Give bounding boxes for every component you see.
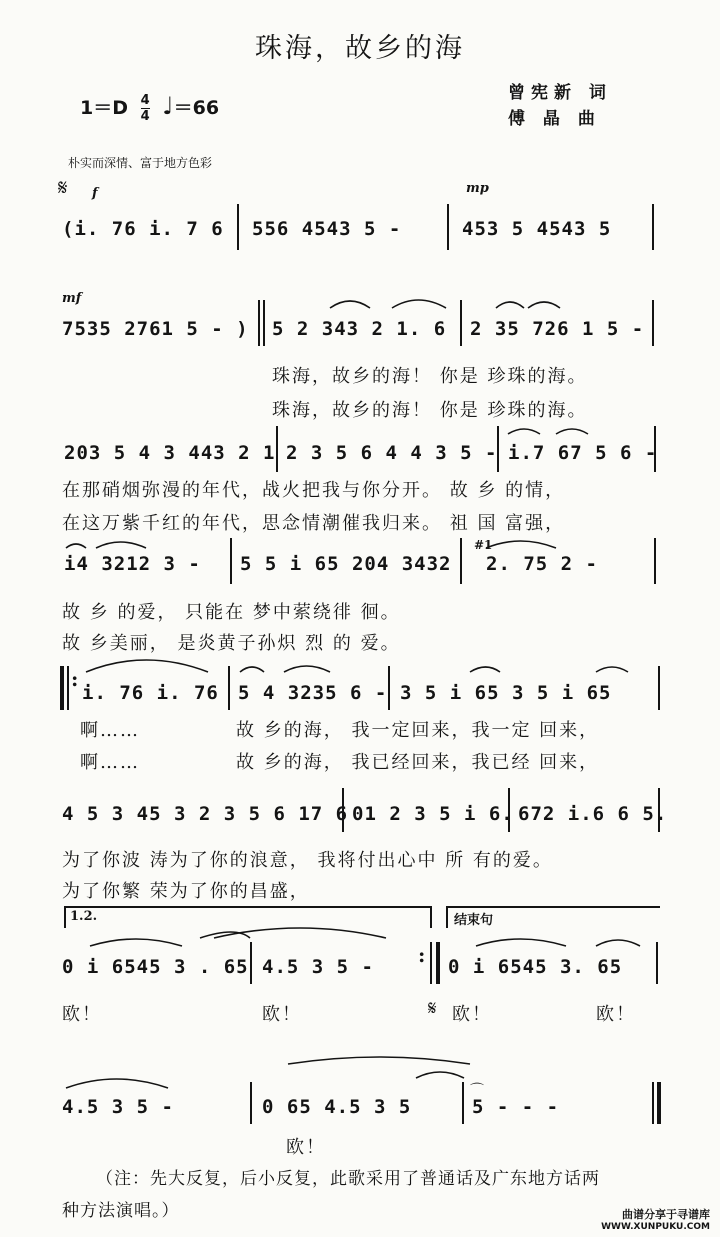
slur-arc [528, 302, 560, 308]
dynamic-f: f [92, 186, 98, 201]
s4-measure-1: i4 3212 3 - [64, 553, 201, 575]
s7-measure-3: 0 i 6545 3. 65 [448, 956, 623, 978]
s6-lyric-2: 为了你繁 荣为了你的昌盛， [62, 881, 310, 902]
key-label: 1＝D [80, 97, 128, 119]
s5-measure-3: 3 5 i 65 3 5 i 65 [400, 682, 612, 704]
repeat-dots-icon: : [71, 667, 79, 691]
segno-icon: 𝄋 [58, 176, 68, 201]
slur-arc [66, 1079, 168, 1088]
repeat-end-dots-icon: : [418, 943, 426, 967]
s7-measure-1: 0 i 6545 3 . 65 [62, 956, 249, 978]
s7-lyric-4: 欧！ [596, 1004, 636, 1025]
tempo-value: ＝66 [173, 97, 220, 119]
s5-lyric-1a: 啊…… [80, 720, 140, 741]
slur-arc [240, 667, 264, 672]
slur-arc [288, 1057, 470, 1064]
s4-measure-2: 5 5 i 65 204 3432 [240, 553, 452, 575]
s8-lyric-1: 欧！ [286, 1137, 326, 1158]
s5-measure-2: 5 4 3235 6 - [238, 682, 388, 704]
s6-lyric-1: 为了你波 涛为了你的浪意， 我将付出心中 所 有的爱。 [62, 850, 553, 871]
s7-lyric-1: 欧！ [62, 1004, 102, 1025]
slur-arc [508, 429, 540, 434]
slur-arc [470, 667, 500, 672]
s7-lyric-3: 欧！ [452, 1004, 492, 1025]
expression-mark: 朴实而深情、富于地方色彩 [68, 156, 213, 170]
time-denominator: 4 [140, 109, 150, 124]
fermata-icon: ⌒ [470, 1083, 484, 1099]
s7-measure-2: 4.5 3 5 - [262, 956, 374, 978]
slur-arc [486, 541, 556, 548]
slur-arc [330, 301, 370, 308]
s3-measure-1: 203 5 4 3 443 2 1 [64, 442, 276, 464]
slur-arc [392, 300, 446, 308]
footnote-line-1: （注：先大反复，后小反复，此歌采用了普通话及广东地方话两 [96, 1169, 600, 1189]
s8-measure-2: 0 65 4.5 3 5 [262, 1096, 412, 1118]
s3-lyric-1: 在那硝烟弥漫的年代，战火把我与你分开。 故 乡 的情， [62, 480, 566, 501]
s2-lyric-2: 珠海，故乡的海！ 你是 珍珠的海。 [272, 400, 588, 421]
slur-arc [556, 429, 588, 434]
s2-measure-3: 2 35 726 1 5 - [470, 318, 645, 340]
fermata-icon: #1 [474, 538, 493, 552]
s3-lyric-2: 在这万紫千红的年代，思念情潮催我归来。 祖 国 富强， [62, 513, 566, 534]
time-numerator: 4 [140, 93, 150, 108]
s7-lyric-2: 欧！ [262, 1004, 302, 1025]
s8-measure-3: 5 - - - [472, 1096, 560, 1118]
slur-arc [476, 939, 566, 946]
s2-lyric-1: 珠海，故乡的海！ 你是 珍珠的海。 [272, 366, 588, 387]
s4-lyric-2: 故 乡美丽， 是炎黄子孙炽 烈 的 爱。 [62, 633, 401, 654]
s3-measure-3: i.7 67 5 6 - [508, 442, 658, 464]
slur-arc [96, 542, 146, 548]
watermark-url: WWW.XUNPUKU.COM [601, 1222, 710, 1232]
s3-measure-2: 2 3 5 6 4 4 3 5 - [286, 442, 498, 464]
s1-measure-3: 453 5 4543 5 [462, 218, 612, 240]
s2-measure-1: 7535 2761 5 - ) [62, 318, 249, 340]
s5-lyric-1b: 故 乡的海， 我一定回来，我一定 回来， [236, 720, 600, 741]
s6-measure-2: 01 2 3 5 i 6. [352, 803, 514, 825]
slur-arc [214, 928, 386, 938]
slur-arc [284, 666, 330, 672]
s5-lyric-2b: 故 乡的海， 我已经回来，我已经 回来， [236, 752, 600, 773]
s5-measure-1: i. 76 i. 76 [82, 682, 219, 704]
s6-measure-1: 4 5 3 45 3 2 3 5 6 17 6 [62, 803, 349, 825]
volta-label: 1.2. [70, 909, 98, 924]
s6-measure-3: 672 i.6 6 5. [518, 803, 668, 825]
footnote-line-2: 种方法演唱。） [62, 1201, 180, 1221]
s2-measure-2: 5 2 343 2 1. 6 [272, 318, 447, 340]
slur-arc [496, 302, 524, 308]
song-title: 珠海，故乡的海 [255, 33, 465, 64]
quarter-note-icon: ♩ [162, 92, 174, 120]
segno-icon: 𝄋 [428, 996, 437, 1020]
dynamic-mf: mf [62, 291, 82, 306]
slur-arc [90, 939, 182, 946]
watermark-text: 曲谱分享于寻谱库 [622, 1208, 710, 1221]
s1-measure-1: (i. 76 i. 7 6 [62, 218, 224, 240]
s4-lyric-1: 故 乡 的爱， 只能在 梦中萦绕徘 徊。 [62, 602, 401, 623]
s1-measure-2: 556 4543 5 - [252, 218, 402, 240]
s5-lyric-2a: 啊…… [80, 752, 140, 773]
s8-measure-1: 4.5 3 5 - [62, 1096, 174, 1118]
lyricist-credit: 曾宪新 词 [508, 83, 612, 103]
composer-credit: 傅 晶 曲 [508, 109, 601, 129]
slur-arc [66, 544, 86, 548]
slur-arc [86, 660, 208, 672]
slur-arc [596, 667, 628, 672]
slur-arc [416, 1072, 464, 1078]
s4-measure-3: 2. 75 2 - [486, 553, 598, 575]
slur-arc [596, 940, 640, 946]
dynamic-mp: mp [466, 181, 489, 196]
ending-label: 结束句 [454, 913, 494, 928]
